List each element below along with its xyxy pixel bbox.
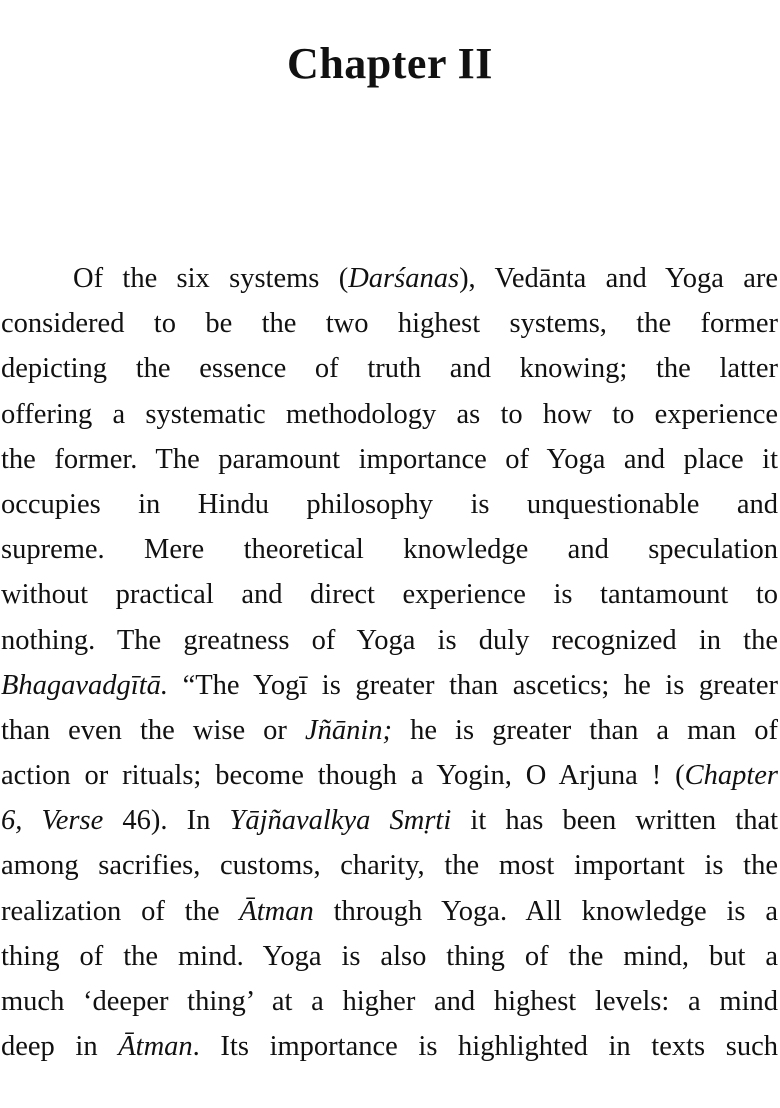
chapter-title: Chapter II [287, 39, 493, 88]
text-segment: action or rituals; become though a Yogin, O Arjuna ! ( [1, 760, 685, 792]
text-line [1, 708, 778, 753]
text-segment: offering a systematic methodology as to how to experience [1, 398, 778, 430]
text-line [1, 392, 778, 437]
text-segment: the former. The paramount importance of Yoga and place it [1, 443, 778, 475]
body-paragraph [1, 256, 778, 1069]
text-segment: supreme. Mere theoretical knowledge and speculation [1, 534, 778, 566]
text-line [1, 527, 778, 572]
text-segment: he is greater than a man of [392, 714, 778, 746]
text-segment: Of the six systems ( [73, 263, 349, 294]
text-line [1, 256, 778, 301]
text-line [1, 843, 778, 888]
italic-text: Darśanas [348, 263, 460, 294]
italic-text: Ātman [239, 895, 314, 927]
text-segment: it has been written that [451, 805, 779, 837]
text-segment: 46). In [103, 805, 230, 837]
text-segment: depicting the essence of truth and knowing; the latter [1, 353, 778, 385]
text-line [1, 618, 778, 663]
text-segment: without practical and direct experience is tantamount to [1, 579, 778, 611]
text-line [1, 1024, 778, 1069]
text-line [1, 798, 778, 843]
text-segment: than even the wise or [1, 714, 305, 746]
text-segment: occupies in Hindu philosophy is unquestionable and [1, 488, 778, 520]
text-segment: ), Vedānta and Yoga are [459, 263, 779, 294]
italic-text: Ātman [118, 1031, 193, 1063]
text-line [1, 753, 778, 798]
text-segment: nothing. The greatness of Yoga is duly recognized in the [1, 624, 778, 656]
text-segment: considered to be the two highest systems, the former [1, 308, 778, 340]
text-line [1, 572, 778, 617]
text-line [1, 437, 778, 482]
italic-text: Jñānin; [304, 714, 393, 746]
italic-text: 6, Verse [1, 805, 104, 837]
italic-text: Yājñavalkya Smṛti [229, 805, 452, 837]
italic-text: Bhagavadgītā. [1, 669, 169, 701]
text-segment: realization of the [1, 895, 240, 927]
italic-text: Chapter [684, 760, 778, 792]
text-segment: through Yoga. All knowledge is a [313, 895, 778, 927]
text-segment: . Its importance is highlighted in texts such [192, 1031, 779, 1063]
text-line [1, 482, 778, 527]
text-line [1, 346, 778, 391]
text-segment: deep in [1, 1031, 119, 1063]
text-line [1, 301, 778, 346]
text-segment: much ‘deeper thing’ at a higher and highest levels: a mind [1, 986, 778, 1017]
text-line [1, 889, 778, 934]
text-segment: among sacrifies, customs, charity, the most important is the [1, 850, 778, 882]
text-segment: thing of the mind. Yoga is also thing of the mind, but a [1, 940, 778, 972]
text-line [1, 663, 778, 708]
text-line [1, 934, 778, 979]
text-segment: “The Yogī is greater than ascetics; he is greater [168, 669, 778, 701]
text-line [1, 979, 778, 1024]
